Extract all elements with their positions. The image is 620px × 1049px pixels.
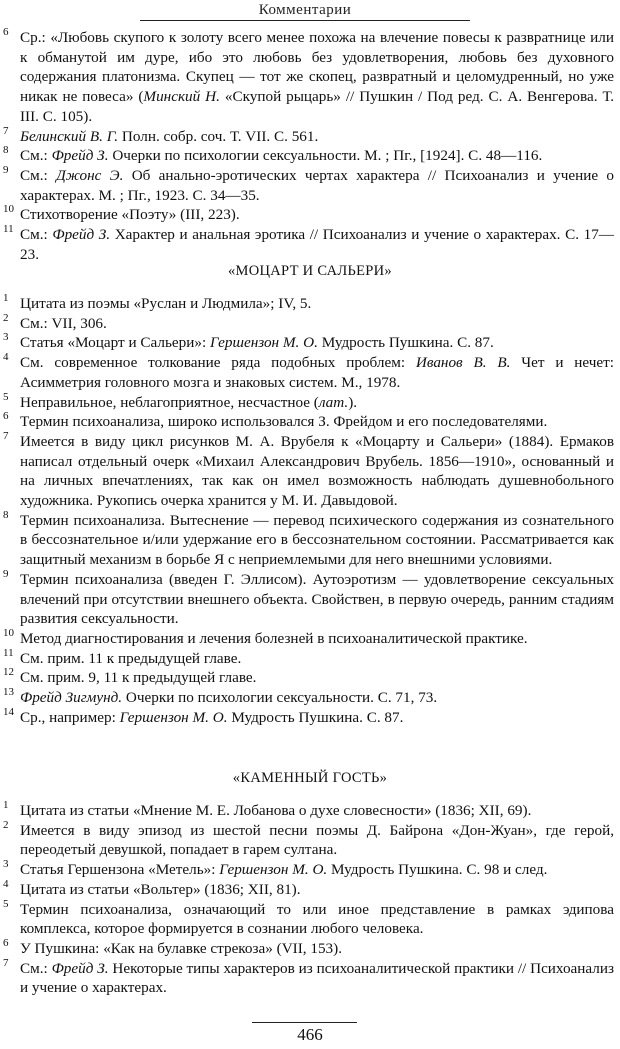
author-name: Белинский В. Г. [20,127,119,145]
footnote-number: 9 [3,163,9,176]
footnote [0,936,620,959]
footnote [0,225,620,264]
footnote-number: 1 [3,799,9,811]
footnote [0,860,620,880]
footnote-text: См.: [20,147,52,165]
footnote-number: 1 [3,292,9,304]
footnote-number: 11 [3,646,14,659]
footnote [0,333,620,353]
author-name: Иванов В. В. [415,354,511,372]
footnote-number: 2 [3,818,9,831]
footnote [0,412,620,432]
footnote-number: 6 [3,410,9,423]
footnote-number: 11 [3,223,14,236]
footnote [0,626,620,649]
footnote [0,818,620,860]
footnote-text: Некоторые типы характеров из психоаналитической практики // Психоанализ и учение о характерах. [20,959,614,997]
footnote [0,205,620,225]
footnote-text: «Скупой рыцарь» // Пушкин / Под ред. С. А. Венгерова. Т. III. С. 105). [20,88,615,125]
footnote-text: Статья Гершензона «Метель»: [20,861,220,879]
footnote [0,705,620,728]
footnote [0,353,620,392]
footnote-text: Мудрость Пушкина. С. 98 и след. [327,861,548,879]
footnote-text: Об анально-эротических чертах характера // Психоанализ и учение о характерах. М. ; Пг., 1923. С. 34—35. [20,166,614,204]
footnote [0,124,620,147]
footnote-number: 8 [3,508,9,521]
footnote [0,688,620,708]
footnote-number: 2 [3,311,9,324]
author-name: Фрейд З. [51,959,109,977]
footnote-text: Чет и нечет: Асимметрия головного мозга и знаковых систем. М., 1978. [20,354,614,391]
author-name: Гершензон М. О. [119,708,228,726]
footnote-number: 7 [3,956,9,969]
footnote-text: См. прим. 9, 11 к предыдущей главе. [20,669,257,687]
footnote-text: См. современное толкование ряда подобных проблем: [20,354,416,372]
footnote [0,897,620,939]
footnote-text: Очерки по психологии сексуальности. М. ; Пг., [1924]. С. 48—116. [108,147,543,165]
footnote-number: 8 [3,144,9,157]
footnote-number: 3 [3,331,9,344]
footnote-text: Полн. собр. соч. Т. VII. С. 561. [118,127,319,145]
author-name: Фрейд З. [51,147,109,165]
footnote-text: Цитата из статьи «Вольтер» (1836; XII, 81). [20,880,301,898]
footnote-text: Термин психоанализа, широко использовался З. Фрейдом и его последователями. [20,413,548,431]
footnote [0,877,620,900]
running-head: Комментарии [258,2,352,18]
notes-section-stone-guest [0,801,620,998]
footer-rule [252,1022,357,1023]
footnote [0,567,620,629]
footnote-number: 6 [3,936,9,949]
footnote-text: Характер и анальная эротика // Психоанализ и учение о характерах. С. 17—23. [20,226,614,263]
footnote-number: 14 [3,705,14,718]
footnote-text: Цитата из статьи «Мнение М. Е. Лобанова о духе словесности» (1836; XII, 69). [20,802,532,819]
footnote-number: 10 [3,626,14,639]
section-title-stone-guest: «КАМЕННЫЙ ГОСТЬ» [232,770,388,786]
footnote-text: См.: [20,959,52,977]
footnote-text: См.: [20,226,53,244]
footnote-number: 12 [3,666,14,679]
footnote-text: Цитата из поэмы «Руслан и Людмила»; IV, 5. [20,295,312,312]
footnote [0,294,620,314]
footnote-number: 7 [3,124,9,137]
footnote-number: 4 [3,877,9,890]
footnote [0,28,620,127]
footnote-text: Термин психоанализа, означающий то или иное представление в рамках эдипова комплекса, которое формируется в сознании любого человека. [20,900,614,938]
footnote-text: Неправильное, неблагоприятное, несчастное ( [20,393,319,411]
footnote-text: У Пушкина: «Как на булавке стрекоза» (VII, 153). [20,939,343,957]
footnote-text: Имеется в виду эпизод из шестой песни поэмы Д. Байрона «Дон-Жуан», где герой, переодетый девушкой, попадает в гарем султана. [20,821,614,859]
section-title-mozart: «МОЦАРТ И САЛЬЕРИ» [227,263,392,279]
footnote-text: Стихотворение «Поэту» (III, 223). [20,206,240,224]
footnote-text: Мудрость Пушкина. С. 87. [227,708,404,726]
footnote [0,311,620,334]
author-name: Минский Н. [143,88,220,106]
author-name: Фрейд З. [52,226,111,244]
footnote-text: Термин психоанализа (введен Г. Эллисом). Аутоэротизм — удовлетворение сексуальных влечений при отсутствии внешнего объекта. Свойствен, в первую очередь, ранним стадиям развития сексуальности. [20,570,614,628]
footnote-text: См. прим. 11 к предыдущей главе. [20,649,242,667]
notes-section-mozart [0,294,620,727]
footnote [0,646,620,669]
author-name: Гершензон М. О. [209,334,318,352]
footnote [0,146,620,166]
footnote-number: 13 [3,686,14,699]
page-number: 466 [297,1025,323,1044]
footnote-text: Мудрость Пушкина. С. 87. [317,334,494,352]
author-name: Джонс Э. [56,166,124,184]
footnote [0,429,620,511]
footnote [0,668,620,688]
footnote [0,508,620,570]
footnote [0,163,620,205]
footnote [0,390,620,413]
footnote-number: 9 [3,567,9,580]
footnote-number: 4 [3,351,9,364]
footnote-text: Имеется в виду цикл рисунков М. А. Врубеля к «Моцарту и Сальери» (1884). Ермаков написал отдельный очерк «Михаил Александрович Врубель. 1856—1910», основанный и на личных впечатлениях, так как он имел возможность наблюдать душевнобольного художника. Рукопись очерка хранится у М. И. Давыдовой. [20,432,614,510]
footnote-number: 5 [3,897,9,910]
header-rule [140,20,470,21]
footnote-text: См.: [20,166,57,184]
author-name: Гершензон М. О. [219,861,328,879]
footnote [0,801,620,821]
footnote [0,956,620,998]
footnote-number: 6 [3,26,9,38]
footnote-text: Ср., например: [20,708,120,726]
footnote-text: Очерки по психологии сексуальности. С. 71, 73. [122,689,438,707]
author-name: лат. [318,393,349,411]
footnote-text: ). [348,393,358,411]
footnote-text: Ср.: «Любовь скупого к золоту всего менее похожа на влечение повесы к развратнице или к обманутой им дуре, ибо это любовь без удовлетворения, любовь без духовного содержания платонизма. Скупец — тот же скопец, развратный и целомудренный, но уже никак не повеса» ( [20,29,614,106]
footnote-text: Статья «Моцарт и Сальери»: [20,334,210,352]
footnote-text: Метод диагностирования и лечения болезней в психоаналитической практике. [20,629,528,647]
footnote-number: 5 [3,390,9,403]
author-name: Фрейд Зигмунд. [20,689,123,707]
notes-section-1 [0,28,620,264]
footnote-text: См.: VII, 306. [20,314,107,332]
footnote-number: 10 [3,203,14,216]
footnote-number: 7 [3,429,9,442]
footnote-text: Термин психоанализа. Вытеснение — перевод психического содержания из сознательного в бессознательное и/или удержание его в бессознательном состоянии. Рассматривается как защитный механизм в борьбе Я с неприемлемыми для него внешними условиями. [20,511,614,569]
footnote-number: 3 [3,858,9,871]
